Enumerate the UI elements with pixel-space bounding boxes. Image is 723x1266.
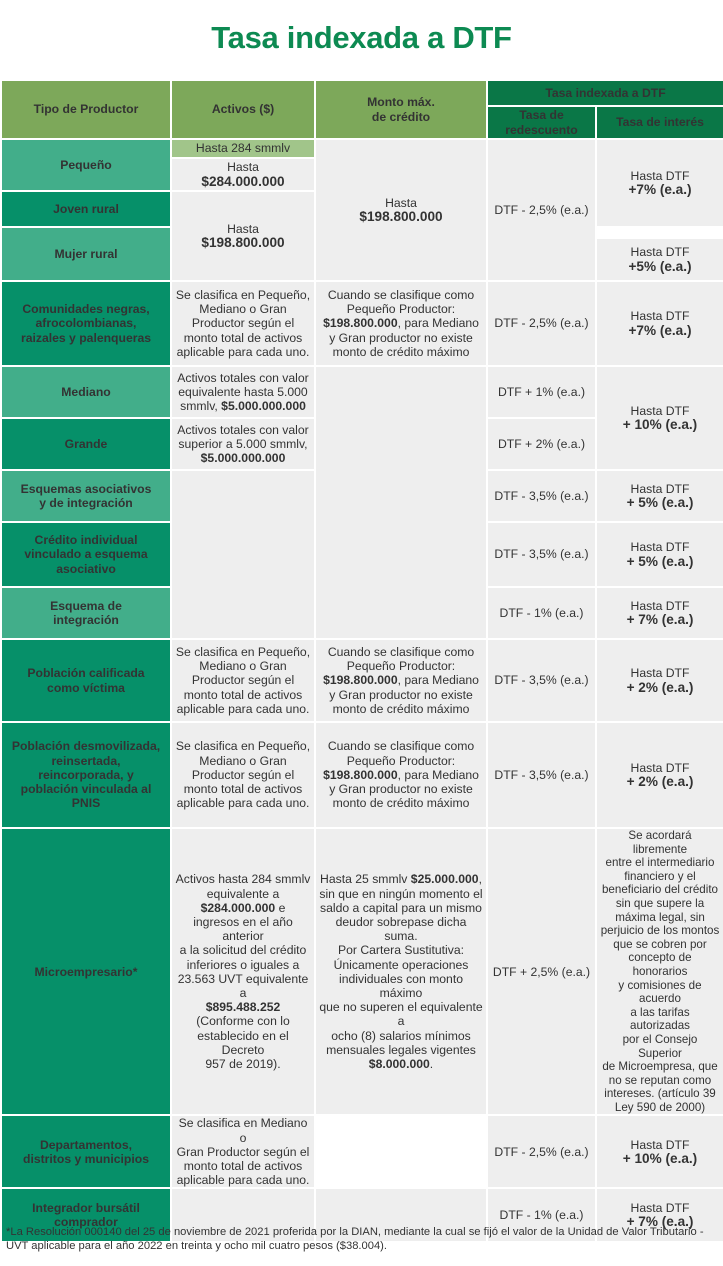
interes-mujer-line1: Hasta DTF bbox=[630, 245, 690, 260]
activos-comunidades-line1: Se clasifica en Pequeño, bbox=[175, 287, 311, 302]
interes-esquema-integracion bbox=[596, 587, 723, 639]
monto-mediano-to-esquema-empty bbox=[315, 366, 487, 639]
page-title: Tasa indexada a DTF bbox=[211, 20, 512, 55]
interes-departamentos-value: + 10% (e.a.) bbox=[622, 1150, 698, 1166]
activos-microempresario bbox=[171, 828, 315, 1115]
interes-comunidades-line1: Hasta DTF bbox=[630, 309, 690, 324]
activos-desmovilizada bbox=[171, 722, 315, 828]
monto-victima-line1: Cuando se clasifique como bbox=[327, 644, 475, 659]
interes-desmovilizada bbox=[596, 722, 723, 828]
monto-comunidades-value: $198.800.000 bbox=[323, 316, 398, 331]
header-activos: Activos ($) bbox=[171, 80, 315, 139]
monto-desmov-value: $198.800.000 bbox=[323, 767, 398, 782]
type-mediano: Mediano bbox=[1, 366, 171, 418]
monto-microempresario bbox=[315, 828, 487, 1115]
type-comunidades-line3: raizales y palenqueras bbox=[20, 330, 152, 345]
redescuento-integrador: DTF - 1% (e.a.) bbox=[487, 1188, 596, 1242]
interes-pequeno-value: +7% (e.a.) bbox=[628, 182, 692, 197]
activos-micro-line8: (Conforme con lo bbox=[196, 1014, 290, 1029]
redescuento-grande: DTF + 2% (e.a.) bbox=[487, 418, 596, 470]
monto-departamentos-empty bbox=[315, 1115, 487, 1188]
activos-pequeno bbox=[171, 158, 315, 191]
interes-mujer-value: +5% (e.a.) bbox=[628, 258, 692, 274]
interes-integrador-value: + 7% (e.a.) bbox=[626, 1214, 694, 1230]
interes-pequeno-line1: Hasta DTF bbox=[630, 168, 690, 183]
type-departamentos-line2: distritos y municipios bbox=[23, 1151, 149, 1166]
monto-desmov-line1: Cuando se clasifique como bbox=[327, 739, 475, 754]
monto-comunidades-line2: Pequeño Productor: bbox=[346, 302, 456, 317]
interes-mediano-grande-value: + 10% (e.a.) bbox=[622, 417, 698, 432]
redescuento-credito: DTF - 3,5% (e.a.) bbox=[487, 522, 596, 587]
interes-esquemas-line1: Hasta DTF bbox=[630, 481, 690, 496]
activos-comunidades-line5: aplicable para cada uno. bbox=[176, 344, 310, 359]
type-esquema-integracion bbox=[1, 587, 171, 639]
activos-pequeno-smmlv: Hasta 284 smmlv bbox=[171, 139, 315, 158]
monto-victima-line2: Pequeño Productor: bbox=[346, 659, 456, 674]
header-monto-line2: de crédito bbox=[371, 109, 431, 124]
redescuento-pequeno-joven-mujer: DTF - 2,5% (e.a.) bbox=[487, 139, 596, 281]
type-desmov-line1: Población desmovilizada, bbox=[11, 739, 161, 754]
header-interes: Tasa de interés bbox=[596, 106, 723, 139]
activos-grande bbox=[171, 418, 315, 470]
interes-micro-line10: y comisiones de acuerdo bbox=[618, 978, 702, 1006]
redescuento-desmovilizada: DTF - 3,5% (e.a.) bbox=[487, 722, 596, 828]
interes-esquema-int-line1: Hasta DTF bbox=[630, 598, 690, 613]
interes-esquema-int-value: + 7% (e.a.) bbox=[626, 612, 694, 627]
monto-desmov-line3: , para Mediano bbox=[397, 767, 479, 782]
activos-mediano-line2: equivalente hasta 5.000 bbox=[178, 384, 308, 399]
interes-departamentos bbox=[596, 1115, 723, 1188]
footnote-line2: UVT aplicable para el año 2022 en treinta y ocho mil cuatro pesos ($38.004). bbox=[6, 1239, 388, 1252]
monto-micro-line1b: , bbox=[478, 872, 482, 887]
monto-micro-value1: $25.000.000 bbox=[410, 872, 479, 887]
activos-departamentos-line3: monto total de activos bbox=[183, 1159, 303, 1174]
interes-credito bbox=[596, 522, 723, 587]
monto-micro-line4: deudor sobrepase dicha suma. bbox=[335, 914, 467, 944]
monto-desmov-line5: monto de crédito máximo bbox=[332, 796, 470, 811]
header-redescuento-line1: Tasa de bbox=[519, 108, 564, 123]
monto-comunidades bbox=[315, 281, 487, 366]
activos-desmov-line5: aplicable para cada uno. bbox=[176, 796, 310, 811]
activos-micro-line5: a la solicitud del crédito bbox=[179, 943, 307, 958]
activos-joven-line1: Hasta bbox=[227, 221, 259, 236]
activos-departamentos-line2: Gran Productor según el bbox=[176, 1144, 310, 1159]
activos-micro-line9: establecido en el Decreto bbox=[197, 1028, 289, 1057]
interes-micro-line15: intereses. (artículo 39 bbox=[604, 1087, 716, 1101]
type-credito-line3: asociativo bbox=[56, 561, 116, 576]
activos-desmov-line4: monto total de activos bbox=[183, 782, 303, 797]
type-credito-line1: Crédito individual bbox=[34, 533, 138, 548]
monto-pequeno-joven-mujer bbox=[315, 139, 487, 281]
interes-victima-line1: Hasta DTF bbox=[630, 666, 690, 681]
activos-micro-value2: $895.488.252 bbox=[205, 1000, 281, 1015]
type-desmov-line4: población vinculada al bbox=[20, 782, 152, 797]
type-integrador-line1: Integrador bursátil bbox=[32, 1201, 140, 1216]
interes-micro-line5: sin que supere la bbox=[615, 896, 705, 910]
type-victima-line2: como víctima bbox=[47, 680, 125, 695]
interes-micro-line3: financiero y el bbox=[624, 869, 696, 883]
redescuento-microempresario: DTF + 2,5% (e.a.) bbox=[487, 828, 596, 1115]
activos-grande-line2: superior a 5.000 smmlv, bbox=[178, 436, 308, 451]
monto-micro-line11: . bbox=[429, 1056, 434, 1071]
type-mujer-rural: Mujer rural bbox=[1, 227, 171, 281]
interes-victima bbox=[596, 639, 723, 722]
type-poblacion-desmovilizada bbox=[1, 722, 171, 828]
dtf-rates-table bbox=[0, 79, 723, 1243]
type-comunidades-line1: Comunidades negras, bbox=[22, 302, 150, 317]
interes-micro-line8: que se cobren por bbox=[613, 937, 707, 951]
footnote-line1: *La Resolución 000140 del 25 de noviembre de 2021 proferida por la DIAN, mediante la cual se fijó el valor de la Unidad de Valor Tributario - bbox=[6, 1226, 704, 1238]
activos-mediano bbox=[171, 366, 315, 418]
interes-mediano-grande-line1: Hasta DTF bbox=[630, 403, 690, 418]
monto-comunidades-line3: , para Mediano bbox=[397, 316, 479, 331]
interes-desmov-value: + 2% (e.a.) bbox=[626, 774, 694, 789]
type-microempresario: Microempresario* bbox=[1, 828, 171, 1115]
redescuento-comunidades: DTF - 2,5% (e.a.) bbox=[487, 281, 596, 366]
monto-micro-line1a: Hasta 25 smmlv bbox=[320, 872, 411, 887]
monto-victima-line3: , para Mediano bbox=[397, 673, 479, 688]
type-integrador-line2: comprador bbox=[54, 1215, 118, 1230]
type-joven-rural: Joven rural bbox=[1, 191, 171, 227]
activos-departamentos-line1: Se clasifica en Mediano o bbox=[178, 1116, 308, 1145]
monto-micro-line9: ocho (8) salarios mínimos bbox=[331, 1028, 471, 1043]
type-credito-line2: vinculado a esquema bbox=[24, 547, 148, 562]
type-esquema-int-line2: integración bbox=[53, 613, 119, 627]
monto-micro-value2: $8.000.000 bbox=[368, 1056, 430, 1071]
interes-micro-line7: perjuicio de los montos bbox=[600, 924, 720, 938]
activos-micro-line3: e bbox=[275, 900, 286, 915]
activos-comunidades-line3: Productor según el bbox=[191, 316, 295, 331]
type-desmov-line3: reincorporada, y bbox=[38, 767, 134, 782]
interes-esquemas bbox=[596, 470, 723, 522]
monto-group1-line1: Hasta bbox=[385, 195, 417, 210]
activos-pequeno-value: $284.000.000 bbox=[201, 173, 285, 189]
interes-comunidades-value: +7% (e.a.) bbox=[628, 322, 692, 338]
type-esquemas-asociativos bbox=[1, 470, 171, 522]
type-comunidades-line2: afrocolombianas, bbox=[35, 316, 137, 331]
monto-desmov-line4: y Gran productor no existe bbox=[329, 782, 473, 797]
footnote bbox=[6, 1226, 718, 1253]
monto-group1-value: $198.800.000 bbox=[359, 209, 443, 224]
activos-micro-line1: Activos hasta 284 smmlv bbox=[175, 872, 311, 887]
activos-esquemas-empty bbox=[171, 470, 315, 639]
monto-victima-value: $198.800.000 bbox=[323, 673, 398, 688]
interes-microempresario bbox=[596, 828, 723, 1115]
monto-desmov-line2: Pequeño Productor: bbox=[346, 753, 456, 768]
interes-mujer bbox=[596, 238, 723, 281]
type-desmov-line2: reinsertada, bbox=[51, 753, 121, 768]
redescuento-mediano: DTF + 1% (e.a.) bbox=[487, 366, 596, 418]
header-redescuento bbox=[487, 106, 596, 139]
type-credito-individual bbox=[1, 522, 171, 587]
activos-victima-line3: Productor según el bbox=[191, 673, 295, 688]
redescuento-departamentos: DTF - 2,5% (e.a.) bbox=[487, 1115, 596, 1188]
type-esquema-int-line1: Esquema de bbox=[50, 598, 122, 613]
monto-micro-line3: saldo a capital para un mismo bbox=[320, 900, 482, 915]
activos-mediano-line1: Activos totales con valor bbox=[177, 370, 309, 385]
activos-grande-value: $5.000.000.000 bbox=[200, 451, 286, 466]
activos-mediano-line3: smmlv, bbox=[180, 399, 218, 414]
interes-micro-line4: beneficiario del crédito bbox=[601, 883, 718, 897]
interes-micro-line13: de Microempresa, que bbox=[602, 1060, 718, 1074]
interes-mediano-grande bbox=[596, 366, 723, 470]
activos-joven-mujer bbox=[171, 191, 315, 281]
monto-victima bbox=[315, 639, 487, 722]
interes-micro-line11: a las tarifas autorizadas bbox=[630, 1005, 690, 1033]
interes-pequeno-joven bbox=[596, 139, 723, 227]
activos-victima-line5: aplicable para cada uno. bbox=[176, 701, 310, 716]
interes-credito-value: + 5% (e.a.) bbox=[626, 553, 694, 569]
type-grande: Grande bbox=[1, 418, 171, 470]
activos-micro-line10: 957 de 2019). bbox=[205, 1056, 281, 1071]
header-monto-line1: Monto máx. bbox=[367, 95, 435, 110]
interes-micro-line2: entre el intermediario bbox=[605, 856, 715, 870]
monto-victima-line5: monto de crédito máximo bbox=[332, 701, 470, 716]
monto-micro-line8: que no superen el equivalente a bbox=[319, 1000, 483, 1029]
activos-micro-line7: 23.563 UVT equivalente a bbox=[177, 971, 309, 1000]
interes-credito-line1: Hasta DTF bbox=[630, 540, 690, 555]
monto-comunidades-line5: monto de crédito máximo bbox=[332, 344, 470, 359]
activos-victima bbox=[171, 639, 315, 722]
activos-mediano-value: $5.000.000.000 bbox=[221, 399, 306, 414]
type-comunidades bbox=[1, 281, 171, 366]
activos-micro-value1: $284.000.000 bbox=[200, 900, 276, 915]
monto-desmovilizada bbox=[315, 722, 487, 828]
interes-micro-line1: Se acordará libremente bbox=[628, 829, 692, 856]
activos-pequeno-line1: Hasta bbox=[227, 160, 259, 175]
type-esquemas-line1: Esquemas asociativos bbox=[20, 481, 152, 496]
activos-comunidades bbox=[171, 281, 315, 366]
interes-esquemas-value: + 5% (e.a.) bbox=[626, 495, 694, 510]
activos-desmov-line1: Se clasifica en Pequeño, bbox=[175, 739, 311, 754]
interes-comunidades bbox=[596, 281, 723, 366]
monto-victima-line4: y Gran productor no existe bbox=[329, 687, 473, 702]
redescuento-victima: DTF - 3,5% (e.a.) bbox=[487, 639, 596, 722]
activos-departamentos-line4: aplicable para cada uno. bbox=[176, 1173, 310, 1188]
activos-victima-line4: monto total de activos bbox=[183, 687, 303, 702]
monto-micro-line10: mensuales legales vigentes bbox=[326, 1042, 476, 1057]
interes-micro-line12: por el Consejo Superior bbox=[622, 1032, 698, 1060]
interes-integrador-line1: Hasta DTF bbox=[630, 1201, 690, 1216]
activos-victima-line2: Mediano o Gran bbox=[199, 659, 287, 674]
type-departamentos bbox=[1, 1115, 171, 1188]
activos-comunidades-line4: monto total de activos bbox=[183, 330, 303, 345]
redescuento-esquema-integracion: DTF - 1% (e.a.) bbox=[487, 587, 596, 639]
activos-departamentos bbox=[171, 1115, 315, 1188]
interes-departamentos-line1: Hasta DTF bbox=[630, 1137, 690, 1152]
monto-micro-line7: individuales con monto máximo bbox=[339, 971, 463, 1000]
header-monto bbox=[315, 80, 487, 139]
activos-desmov-line2: Mediano o Gran bbox=[199, 753, 287, 768]
activos-micro-line6: inferiores o iguales a bbox=[186, 957, 300, 972]
monto-comunidades-line1: Cuando se clasifique como bbox=[327, 287, 475, 302]
monto-comunidades-line4: y Gran productor no existe bbox=[329, 330, 473, 345]
interes-desmov-line1: Hasta DTF bbox=[630, 760, 690, 775]
activos-micro-line2: equivalente a bbox=[206, 886, 280, 901]
activos-desmov-line3: Productor según el bbox=[191, 767, 295, 782]
header-tipo: Tipo de Productor bbox=[1, 80, 171, 139]
interes-micro-line16: Ley 590 de 2000) bbox=[614, 1100, 706, 1114]
activos-micro-line4: ingresos en el año anterior bbox=[193, 914, 293, 944]
header-redescuento-line2: redescuento bbox=[505, 122, 578, 137]
monto-micro-line2: sin que en ningún momento el bbox=[319, 886, 483, 901]
type-victima-line1: Población calificada bbox=[27, 666, 145, 681]
redescuento-esquemas: DTF - 3,5% (e.a.) bbox=[487, 470, 596, 522]
type-poblacion-victima bbox=[1, 639, 171, 722]
type-pequeno: Pequeño bbox=[1, 139, 171, 191]
activos-victima-line1: Se clasifica en Pequeño, bbox=[175, 644, 311, 659]
type-desmov-line5: PNIS bbox=[71, 796, 101, 811]
interes-micro-line6: máxima legal, sin bbox=[615, 910, 705, 924]
interes-micro-line14: no se reputan como bbox=[608, 1073, 712, 1087]
activos-joven-value: $198.800.000 bbox=[201, 235, 285, 250]
header-tasa-group: Tasa indexada a DTF bbox=[487, 80, 723, 106]
type-esquemas-line2: y de integración bbox=[39, 496, 133, 510]
activos-grande-line1: Activos totales con valor bbox=[177, 422, 309, 437]
monto-micro-line5: Por Cartera Sustitutiva: bbox=[338, 943, 464, 958]
activos-comunidades-line2: Mediano o Gran bbox=[199, 302, 287, 317]
type-departamentos-line1: Departamentos, bbox=[39, 1137, 133, 1152]
monto-micro-line6: Únicamente operaciones bbox=[333, 957, 469, 972]
interes-victima-value: + 2% (e.a.) bbox=[626, 679, 694, 695]
interes-micro-line9: concepto de honorarios bbox=[628, 951, 692, 978]
